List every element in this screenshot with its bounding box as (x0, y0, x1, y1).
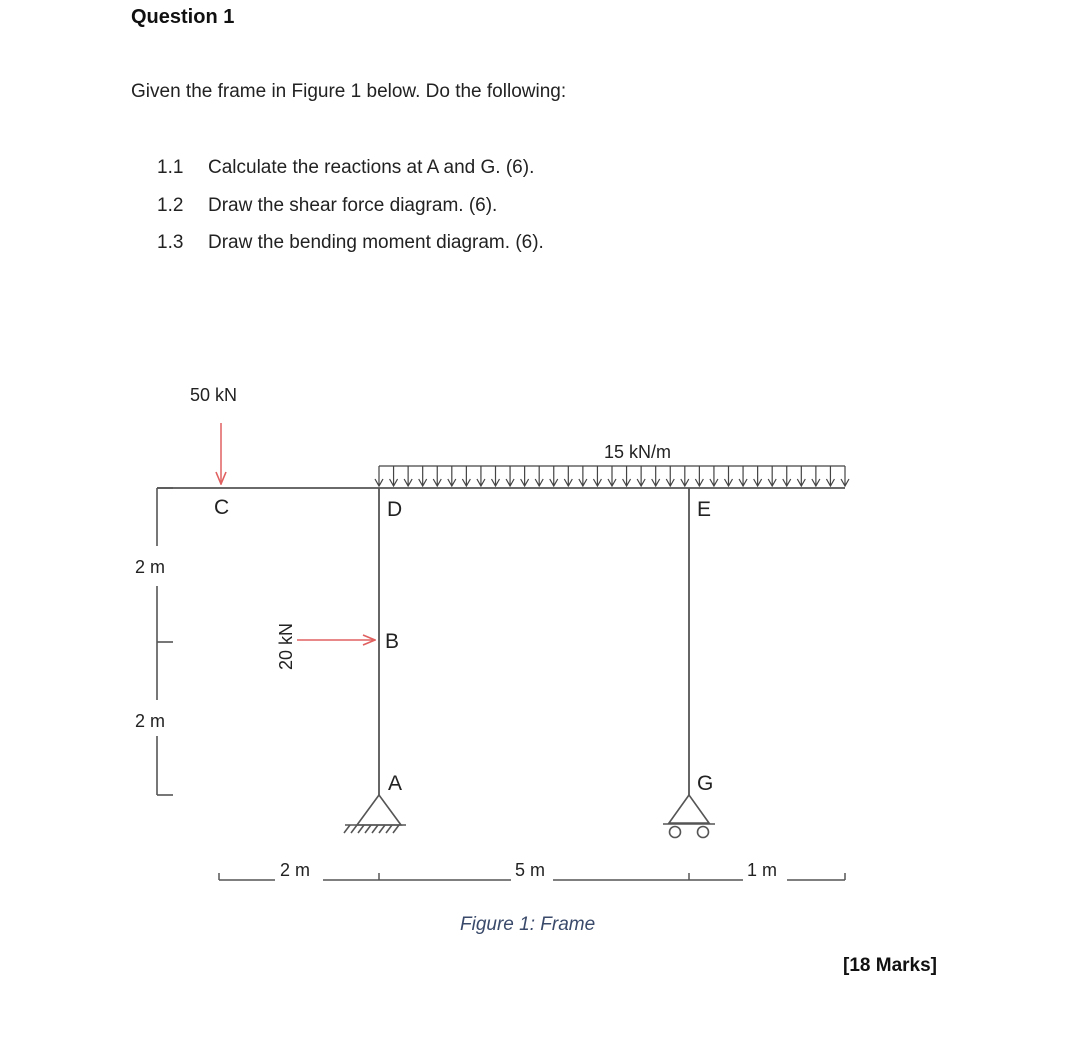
udl-arrow (375, 466, 383, 486)
point-load-b (276, 623, 375, 670)
roller-support-triangle (669, 795, 709, 823)
udl-arrow (390, 466, 398, 486)
udl-arrow (710, 466, 718, 486)
point-load-c-label: 50 kN (190, 385, 238, 405)
dim-label-upper: 2 m (135, 557, 166, 577)
udl-arrow (433, 466, 441, 486)
task-text: Draw the shear force diagram. (6). (208, 195, 498, 216)
dim-label-cd: 2 m (280, 860, 311, 880)
udl-arrow (666, 466, 674, 486)
roller-support-g (663, 795, 715, 838)
udl-arrow (754, 466, 762, 486)
udl-arrow (681, 466, 689, 486)
node-label-d: D (387, 498, 403, 521)
pin-support-hatch (344, 825, 406, 833)
udl-arrow (579, 466, 587, 486)
udl-arrow (550, 466, 558, 486)
udl-arrow (768, 466, 776, 486)
udl-arrow (448, 466, 456, 486)
udl-arrow (637, 466, 645, 486)
udl-arrow (652, 466, 660, 486)
udl-arrow (695, 466, 703, 486)
node-label-e: E (697, 498, 712, 521)
frame-members (157, 488, 845, 795)
udl-arrow (797, 466, 805, 486)
udl-arrow (506, 466, 514, 486)
roller-wheel (670, 827, 681, 838)
question-heading: Question 1 (131, 6, 235, 28)
udl-load (375, 442, 849, 486)
udl-arrow (739, 466, 747, 486)
udl-arrow (783, 466, 791, 486)
udl-label: 15 kN/m (604, 442, 672, 462)
udl-arrow (826, 466, 834, 486)
dim-label-lower: 2 m (135, 711, 166, 731)
task-text: Calculate the reactions at A and G. (6). (208, 157, 535, 178)
figure-caption: Figure 1: Frame (460, 914, 596, 935)
udl-arrow (841, 466, 849, 486)
vertical-dimension (157, 488, 173, 795)
pin-support-triangle (357, 795, 401, 825)
udl-arrow (564, 466, 572, 486)
udl-arrow (521, 466, 529, 486)
task-number: 1.2 (157, 195, 184, 216)
dim-label-dg: 5 m (515, 860, 546, 880)
udl-arrow (419, 466, 427, 486)
udl-arrow (812, 466, 820, 486)
pin-support-a (344, 795, 406, 833)
point-load-c (190, 385, 237, 484)
node-label-c: C (214, 496, 230, 519)
udl-arrow (725, 466, 733, 486)
udl-arrow (492, 466, 500, 486)
total-marks: [18 Marks] (843, 955, 937, 976)
udl-arrow (404, 466, 412, 486)
task-number: 1.1 (157, 157, 184, 178)
udl-arrow (593, 466, 601, 486)
udl-arrow (623, 466, 631, 486)
roller-wheel (698, 827, 709, 838)
task-number: 1.3 (157, 232, 184, 253)
node-label-a: A (388, 772, 403, 795)
task-text: Draw the bending moment diagram. (6). (208, 232, 544, 253)
udl-arrow (462, 466, 470, 486)
question-intro: Given the frame in Figure 1 below. Do the following: (131, 81, 567, 102)
point-load-b-label: 20 kN (276, 622, 296, 670)
udl-arrow (608, 466, 616, 486)
dim-label-overhang: 1 m (747, 860, 778, 880)
udl-arrows (375, 466, 849, 486)
node-label-g: G (697, 772, 714, 795)
udl-arrow (477, 466, 485, 486)
udl-arrow (535, 466, 543, 486)
node-label-b: B (385, 630, 400, 653)
